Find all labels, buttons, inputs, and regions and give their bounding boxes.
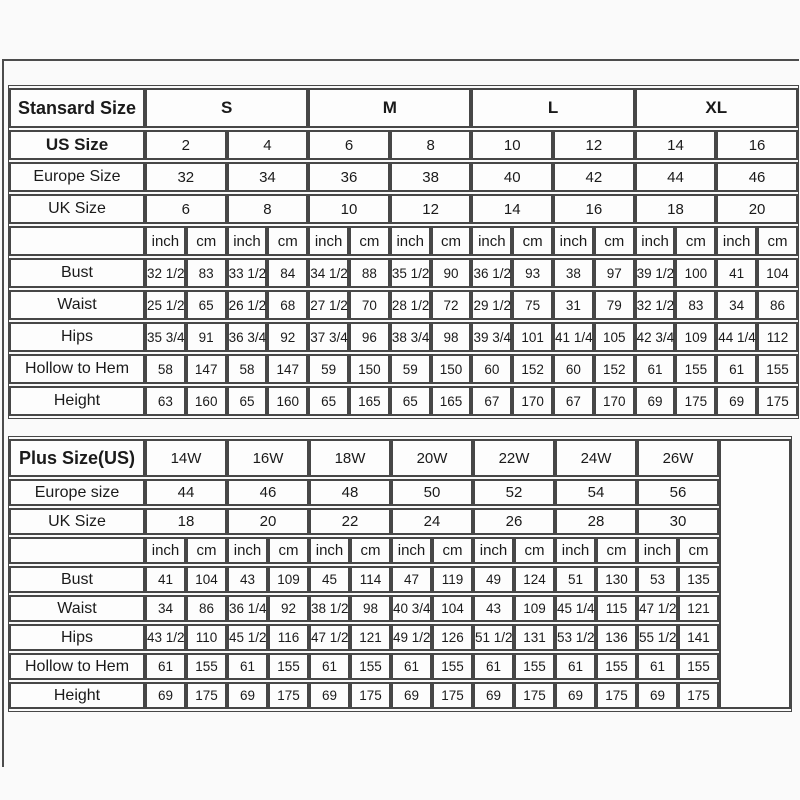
measurement-label: Height <box>9 386 145 416</box>
measurement-value: 69 <box>227 682 268 709</box>
measurement-value: 121 <box>350 624 391 651</box>
us-size-value: 10 <box>471 130 553 160</box>
europe-size-value: 32 <box>145 162 227 192</box>
unit-inch-cell: inch <box>637 537 678 564</box>
measurement-label: Waist <box>9 595 145 622</box>
standard-size-table <box>8 85 799 419</box>
measurement-value: 160 <box>186 386 227 416</box>
measurement-value: 109 <box>268 566 309 593</box>
measurement-value: 130 <box>596 566 637 593</box>
measurement-value: 61 <box>145 653 186 680</box>
measurement-value: 150 <box>431 354 472 384</box>
measurement-value: 69 <box>637 682 678 709</box>
measurement-label: Height <box>9 682 145 709</box>
measurement-value: 28 1/2 <box>390 290 431 320</box>
plus-size-cell: 26W <box>637 439 719 477</box>
measurement-value: 36 1/4 <box>227 595 268 622</box>
uk-size-label: UK Size <box>9 194 145 224</box>
measurement-label: Hollow to Hem <box>9 354 145 384</box>
measurement-value: 41 <box>716 258 757 288</box>
table-row <box>9 386 798 416</box>
plus-table-title: Plus Size(US) <box>9 439 145 477</box>
unit-cm-cell: cm <box>512 226 553 256</box>
uk-size-label: UK Size <box>9 508 145 535</box>
unit-cm-cell: cm <box>757 226 798 256</box>
europe-size-label: Europe Size <box>9 162 145 192</box>
uk-size-value: 12 <box>390 194 472 224</box>
uk-size-value: 22 <box>309 508 391 535</box>
europe-size-value: 34 <box>227 162 309 192</box>
plus-size-cell: 24W <box>555 439 637 477</box>
measurement-value: 170 <box>594 386 635 416</box>
table-row <box>9 624 791 651</box>
measurement-value: 43 <box>227 566 268 593</box>
measurement-value: 175 <box>757 386 798 416</box>
plus-empty-cell <box>719 439 791 709</box>
measurement-value: 90 <box>431 258 472 288</box>
us-size-value: 12 <box>553 130 635 160</box>
measurement-value: 155 <box>350 653 391 680</box>
measurement-value: 38 <box>553 258 594 288</box>
europe-size-value: 56 <box>637 479 719 506</box>
measurement-value: 155 <box>678 653 719 680</box>
size-group-cell: XL <box>635 88 798 128</box>
unit-inch-cell: inch <box>716 226 757 256</box>
unit-inch-cell: inch <box>471 226 512 256</box>
measurement-value: 101 <box>512 322 553 352</box>
unit-cm-cell: cm <box>596 537 637 564</box>
measurement-value: 59 <box>308 354 349 384</box>
measurement-value: 25 1/2 <box>145 290 186 320</box>
measurement-value: 115 <box>596 595 637 622</box>
measurement-label: Hollow to Hem <box>9 653 145 680</box>
table-row <box>9 595 791 622</box>
uk-size-value: 20 <box>716 194 798 224</box>
measurement-value: 34 1/2 <box>308 258 349 288</box>
measurement-value: 26 1/2 <box>227 290 268 320</box>
uk-size-value: 18 <box>145 508 227 535</box>
unit-inch-cell: inch <box>308 226 349 256</box>
measurement-label: Bust <box>9 258 145 288</box>
measurement-label: Waist <box>9 290 145 320</box>
measurement-value: 29 1/2 <box>471 290 512 320</box>
measurement-value: 155 <box>596 653 637 680</box>
measurement-value: 67 <box>553 386 594 416</box>
measurement-value: 69 <box>391 682 432 709</box>
measurement-label: Bust <box>9 566 145 593</box>
measurement-value: 49 <box>473 566 514 593</box>
measurement-value: 98 <box>350 595 391 622</box>
unit-inch-cell: inch <box>145 537 186 564</box>
table-row <box>9 537 791 564</box>
measurement-value: 165 <box>349 386 390 416</box>
europe-size-label: Europe size <box>9 479 145 506</box>
measurement-value: 41 1/4 <box>553 322 594 352</box>
unit-cm-cell: cm <box>678 537 719 564</box>
measurement-value: 109 <box>514 595 555 622</box>
unit-inch-cell: inch <box>635 226 676 256</box>
unit-cm-cell: cm <box>432 537 473 564</box>
us-size-value: 2 <box>145 130 227 160</box>
measurement-value: 114 <box>350 566 391 593</box>
measurement-value: 104 <box>757 258 798 288</box>
uk-size-value: 20 <box>227 508 309 535</box>
measurement-value: 110 <box>186 624 227 651</box>
measurement-value: 69 <box>473 682 514 709</box>
measurement-value: 131 <box>514 624 555 651</box>
measurement-value: 53 <box>637 566 678 593</box>
unit-cm-cell: cm <box>350 537 391 564</box>
table-row <box>9 653 791 680</box>
measurement-value: 96 <box>349 322 390 352</box>
unit-inch-cell: inch <box>145 226 186 256</box>
measurement-value: 58 <box>227 354 268 384</box>
unit-cm-cell: cm <box>267 226 308 256</box>
uk-size-value: 18 <box>635 194 717 224</box>
measurement-value: 109 <box>675 322 716 352</box>
measurement-value: 155 <box>186 653 227 680</box>
measurement-value: 67 <box>471 386 512 416</box>
europe-size-value: 38 <box>390 162 472 192</box>
measurement-value: 152 <box>594 354 635 384</box>
measurement-value: 175 <box>268 682 309 709</box>
measurement-value: 43 1/2 <box>145 624 186 651</box>
measurement-value: 44 1/4 <box>716 322 757 352</box>
measurement-value: 32 1/2 <box>635 290 676 320</box>
table-row <box>9 354 798 384</box>
measurement-value: 61 <box>635 354 676 384</box>
measurement-value: 53 1/2 <box>555 624 596 651</box>
measurement-value: 147 <box>267 354 308 384</box>
plus-size-cell: 22W <box>473 439 555 477</box>
table-row <box>9 258 798 288</box>
measurement-value: 68 <box>267 290 308 320</box>
measurement-value: 84 <box>267 258 308 288</box>
measurement-value: 105 <box>594 322 635 352</box>
measurement-value: 61 <box>227 653 268 680</box>
measurement-value: 152 <box>512 354 553 384</box>
measurement-value: 69 <box>145 682 186 709</box>
measurement-value: 45 1/4 <box>555 595 596 622</box>
measurement-value: 126 <box>432 624 473 651</box>
measurement-value: 65 <box>186 290 227 320</box>
europe-size-value: 46 <box>227 479 309 506</box>
measurement-value: 43 <box>473 595 514 622</box>
measurement-value: 34 <box>716 290 757 320</box>
measurement-value: 112 <box>757 322 798 352</box>
measurement-value: 141 <box>678 624 719 651</box>
us-size-value: 16 <box>716 130 798 160</box>
measurement-value: 32 1/2 <box>145 258 186 288</box>
unit-inch-cell: inch <box>553 226 594 256</box>
plus-size-table <box>8 436 792 712</box>
table-row <box>9 226 798 256</box>
measurement-label: Hips <box>9 322 145 352</box>
unit-inch-cell: inch <box>555 537 596 564</box>
unit-cm-cell: cm <box>675 226 716 256</box>
measurement-value: 92 <box>268 595 309 622</box>
standard-table-title: Stansard Size <box>9 88 145 128</box>
measurement-value: 61 <box>391 653 432 680</box>
measurement-value: 155 <box>757 354 798 384</box>
measurement-value: 60 <box>471 354 512 384</box>
measurement-value: 98 <box>431 322 472 352</box>
measurement-value: 33 1/2 <box>227 258 268 288</box>
table-row <box>9 508 791 535</box>
measurement-value: 93 <box>512 258 553 288</box>
measurement-value: 86 <box>757 290 798 320</box>
measurement-value: 34 <box>145 595 186 622</box>
measurement-value: 61 <box>309 653 350 680</box>
measurement-value: 59 <box>390 354 431 384</box>
measurement-value: 116 <box>268 624 309 651</box>
measurement-value: 65 <box>308 386 349 416</box>
measurement-value: 165 <box>431 386 472 416</box>
measurement-value: 65 <box>227 386 268 416</box>
uk-size-value: 24 <box>391 508 473 535</box>
measurement-value: 38 3/4 <box>390 322 431 352</box>
table-row <box>9 322 798 352</box>
us-size-value: 6 <box>308 130 390 160</box>
uk-size-value: 16 <box>553 194 635 224</box>
measurement-value: 69 <box>555 682 596 709</box>
measurement-value: 155 <box>432 653 473 680</box>
measurement-value: 97 <box>594 258 635 288</box>
unit-inch-cell: inch <box>309 537 350 564</box>
table-row <box>9 566 791 593</box>
measurement-value: 39 1/2 <box>635 258 676 288</box>
measurement-value: 147 <box>186 354 227 384</box>
measurement-value: 45 1/2 <box>227 624 268 651</box>
unit-cm-cell: cm <box>514 537 555 564</box>
measurement-value: 175 <box>596 682 637 709</box>
measurement-value: 63 <box>145 386 186 416</box>
europe-size-value: 54 <box>555 479 637 506</box>
measurement-value: 39 3/4 <box>471 322 512 352</box>
measurement-value: 88 <box>349 258 390 288</box>
measurement-value: 70 <box>349 290 390 320</box>
uk-size-value: 6 <box>145 194 227 224</box>
table-row <box>9 290 798 320</box>
uk-size-value: 8 <box>227 194 309 224</box>
measurement-value: 135 <box>678 566 719 593</box>
measurement-value: 69 <box>309 682 350 709</box>
measurement-value: 170 <box>512 386 553 416</box>
measurement-value: 175 <box>675 386 716 416</box>
unit-inch-cell: inch <box>473 537 514 564</box>
table-row <box>9 682 791 709</box>
measurement-value: 60 <box>553 354 594 384</box>
plus-size-cell: 18W <box>309 439 391 477</box>
measurement-value: 150 <box>349 354 390 384</box>
measurement-value: 41 <box>145 566 186 593</box>
measurement-value: 91 <box>186 322 227 352</box>
measurement-label: Hips <box>9 624 145 651</box>
measurement-value: 65 <box>390 386 431 416</box>
measurement-value: 92 <box>267 322 308 352</box>
plus-size-cell: 16W <box>227 439 309 477</box>
measurement-value: 61 <box>716 354 757 384</box>
measurement-value: 47 <box>391 566 432 593</box>
measurement-value: 45 <box>309 566 350 593</box>
measurement-value: 69 <box>716 386 757 416</box>
table-row <box>9 194 798 224</box>
uk-size-value: 28 <box>555 508 637 535</box>
measurement-value: 175 <box>350 682 391 709</box>
plus-size-cell: 20W <box>391 439 473 477</box>
measurement-value: 75 <box>512 290 553 320</box>
table-row <box>9 88 798 128</box>
measurement-value: 83 <box>186 258 227 288</box>
uk-size-value: 30 <box>637 508 719 535</box>
unit-cm-cell: cm <box>186 226 227 256</box>
measurement-value: 35 1/2 <box>390 258 431 288</box>
europe-size-value: 52 <box>473 479 555 506</box>
europe-size-value: 46 <box>716 162 798 192</box>
measurement-value: 51 1/2 <box>473 624 514 651</box>
table-row <box>9 162 798 192</box>
measurement-value: 31 <box>553 290 594 320</box>
size-group-cell: S <box>145 88 308 128</box>
measurement-value: 36 3/4 <box>227 322 268 352</box>
unit-inch-cell: inch <box>227 226 268 256</box>
europe-size-value: 48 <box>309 479 391 506</box>
unit-inch-cell: inch <box>227 537 268 564</box>
measurement-value: 38 1/2 <box>309 595 350 622</box>
measurement-value: 119 <box>432 566 473 593</box>
measurement-value: 160 <box>267 386 308 416</box>
measurement-value: 83 <box>675 290 716 320</box>
table-row <box>9 439 791 477</box>
unit-inch-cell: inch <box>390 226 431 256</box>
table-row <box>9 479 791 506</box>
measurement-value: 72 <box>431 290 472 320</box>
us-size-value: 8 <box>390 130 472 160</box>
measurement-value: 49 1/2 <box>391 624 432 651</box>
unit-cm-cell: cm <box>431 226 472 256</box>
measurement-value: 61 <box>555 653 596 680</box>
measurement-value: 155 <box>514 653 555 680</box>
uk-size-value: 14 <box>471 194 553 224</box>
size-group-cell: M <box>308 88 471 128</box>
measurement-value: 42 3/4 <box>635 322 676 352</box>
uk-size-value: 10 <box>308 194 390 224</box>
unit-row-spacer <box>9 226 145 256</box>
measurement-value: 58 <box>145 354 186 384</box>
measurement-value: 40 3/4 <box>391 595 432 622</box>
europe-size-value: 40 <box>471 162 553 192</box>
unit-inch-cell: inch <box>391 537 432 564</box>
us-size-label: US Size <box>9 130 145 160</box>
measurement-value: 155 <box>675 354 716 384</box>
unit-cm-cell: cm <box>349 226 390 256</box>
europe-size-value: 44 <box>635 162 717 192</box>
measurement-value: 124 <box>514 566 555 593</box>
measurement-value: 175 <box>514 682 555 709</box>
size-group-cell: L <box>471 88 634 128</box>
measurement-value: 121 <box>678 595 719 622</box>
measurement-value: 155 <box>268 653 309 680</box>
unit-row-spacer <box>9 537 145 564</box>
measurement-value: 47 1/2 <box>637 595 678 622</box>
measurement-value: 37 3/4 <box>308 322 349 352</box>
plus-size-cell: 14W <box>145 439 227 477</box>
measurement-value: 36 1/2 <box>471 258 512 288</box>
measurement-value: 104 <box>186 566 227 593</box>
europe-size-value: 42 <box>553 162 635 192</box>
measurement-value: 61 <box>637 653 678 680</box>
measurement-value: 69 <box>635 386 676 416</box>
measurement-value: 86 <box>186 595 227 622</box>
measurement-value: 27 1/2 <box>308 290 349 320</box>
measurement-value: 61 <box>473 653 514 680</box>
unit-cm-cell: cm <box>268 537 309 564</box>
us-size-value: 4 <box>227 130 309 160</box>
measurement-value: 55 1/2 <box>637 624 678 651</box>
unit-cm-cell: cm <box>594 226 635 256</box>
measurement-value: 35 3/4 <box>145 322 186 352</box>
measurement-value: 51 <box>555 566 596 593</box>
measurement-value: 175 <box>432 682 473 709</box>
europe-size-value: 50 <box>391 479 473 506</box>
unit-cm-cell: cm <box>186 537 227 564</box>
measurement-value: 47 1/2 <box>309 624 350 651</box>
us-size-value: 14 <box>635 130 717 160</box>
measurement-value: 175 <box>186 682 227 709</box>
measurement-value: 136 <box>596 624 637 651</box>
measurement-value: 175 <box>678 682 719 709</box>
table-row <box>9 130 798 160</box>
europe-size-value: 44 <box>145 479 227 506</box>
uk-size-value: 26 <box>473 508 555 535</box>
measurement-value: 79 <box>594 290 635 320</box>
measurement-value: 100 <box>675 258 716 288</box>
europe-size-value: 36 <box>308 162 390 192</box>
measurement-value: 104 <box>432 595 473 622</box>
